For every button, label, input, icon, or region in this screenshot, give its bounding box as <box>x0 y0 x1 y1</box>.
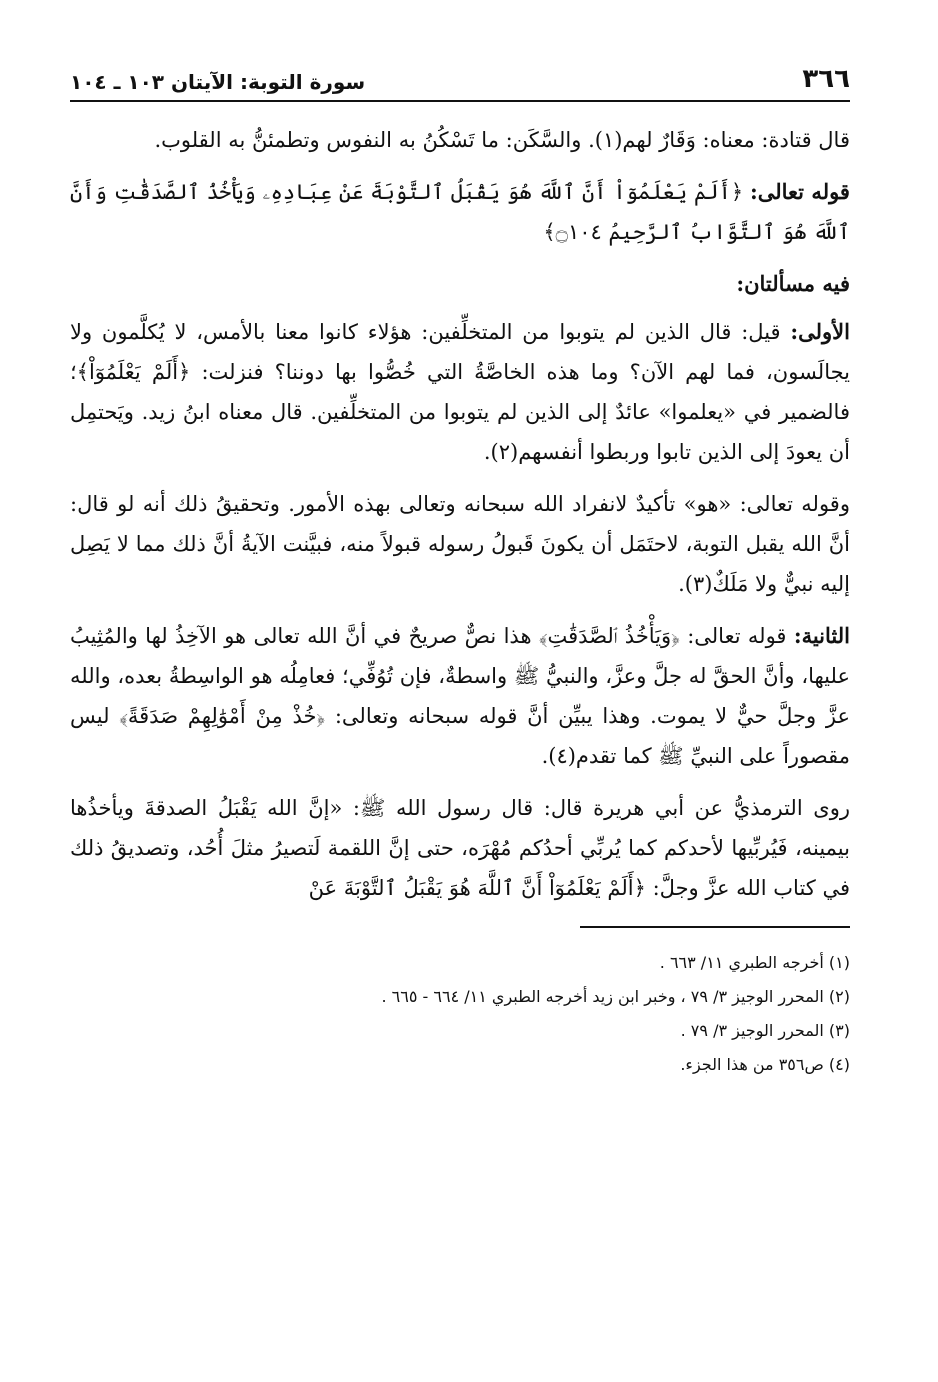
footnote: (٢) المحرر الوجيز ٣/ ٧٩ ، وخبر ابن زيد أخرجه الطبري ١١/ ٦٦٤ - ٦٦٥ . <box>381 987 850 1006</box>
issue-lead: الأولى: <box>790 319 850 344</box>
footnote: (٣) المحرر الوجيز ٣/ ٧٩ . <box>680 1021 850 1040</box>
section-heading: فيه مسألتان: <box>736 271 850 296</box>
page-number: ٣٦٦ <box>802 64 850 94</box>
paragraph: الثانية: قوله تعالى: ﴿وَيَأْخُذُ ٱلصَّدَقَٰتِ﴾ هذا نصٌّ صريحٌ في أنَّ الله تعالى هو الآخِذُ لها والمُثِيبُ عليها، وأنَّ الحقَّ له جلَّ وعزَّ، والنبيُّ ﷺ واسطةٌ، فإن تُوُفِّي؛ فعامِلُه هو الواسِطةُ بعده، والله عزَّ وجلَّ حيٌّ لا يموت. وهذا يبيِّن أنَّ قوله سبحانه وتعالى: ﴿خُذْ مِنْ أَمْوَٰلِهِمْ صَدَقَةً﴾ ليس مقصوراً على النبيِّ ﷺ كما تقدم(٤). <box>70 623 850 768</box>
paragraph: قال قتادة: معناه: وَقَارٌ لهم(١). والسَّكَن: ما تَسْكُنُ به النفوس وتطمئنُّ به القلوب. <box>154 128 850 152</box>
quran-verse: ﴿أَلَمْ يَعْلَمُوٓاْ أَنَّ ٱللَّهَ هُوَ يَقْبَلُ ٱلتَّوْبَةَ عَنْ عِبَادِهِۦ وَيَأْخُذُ ٱلصَّدَقَٰتِ وَأَنَّ ٱللَّهَ هُوَ ٱلتَّوَّابُ ٱلرَّحِيمُ ۝١٠٤﴾ <box>70 180 850 244</box>
footnote: (١) أخرجه الطبري ١١/ ٦٦٣ . <box>659 953 850 972</box>
page-body <box>70 120 850 908</box>
verse-lead: قوله تعالى: <box>749 179 850 204</box>
footnotes <box>70 946 850 1082</box>
paragraph: روى الترمذيُّ عن أبي هريرة قال: قال رسول الله ﷺ: «إنَّ الله يَقْبَلُ الصدقةَ ويأخذُها بيمينه، فَيُربِّيها لأحدكم كما يُربِّي أحدُكم مُهْرَه، حتى إنَّ اللقمة لَتصيرُ مثلَ أُحُد، وتصديقُ ذلك في كتاب الله عزَّ وجلَّ: ﴿أَلَمْ يَعْلَمُوٓاْ أَنَّ ٱللَّهَ هُوَ يَقْبَلُ ٱلتَّوْبَةَ عَنْ <box>70 796 850 900</box>
book-page <box>70 56 850 1356</box>
footnote: (٤) ص٣٥٦ من هذا الجزء. <box>680 1055 850 1074</box>
paragraph: الأولى: قيل: قال الذين لم يتوبوا من المتخلِّفين: هؤلاء كانوا معنا بالأمس، لا يُكلَّمون ولا يجالَسون، فما لهم الآن؟ وما هذه الخاصَّةُ التي خُصُّوا بها دوننا؟ فنزلت: ﴿أَلَمْ يَعْلَمُوٓاْ﴾؛ فالضمير في «يعلموا» عائدٌ إلى الذين لم يتوبوا من المتخلِّفين. قال معناه ابنُ زيد. ويَحتمِل أن يعودَ إلى الذين تابوا وربطوا أنفسهم(٢). <box>70 319 850 464</box>
issue-lead: الثانية: <box>793 623 850 648</box>
page-header <box>70 56 850 102</box>
footnote-separator <box>580 926 850 928</box>
running-title: سورة التوبة: الآيتان ١٠٣ ـ ١٠٤ <box>70 70 366 94</box>
paragraph: وقوله تعالى: «هو» تأكيدٌ لانفراد الله سبحانه وتعالى بهذه الأمور. وتحقيقُ ذلك أنه لو قال: أنَّ الله يقبل التوبة، لاحتَمَل أن يكونَ قَبولُ رسوله قبولاً منه، فبيَّنت الآيةُ أنَّ ذلك مما لا يَصِل إليه نبيٌّ ولا مَلَكٌ(٣). <box>70 492 850 596</box>
verse-paragraph <box>70 172 850 252</box>
